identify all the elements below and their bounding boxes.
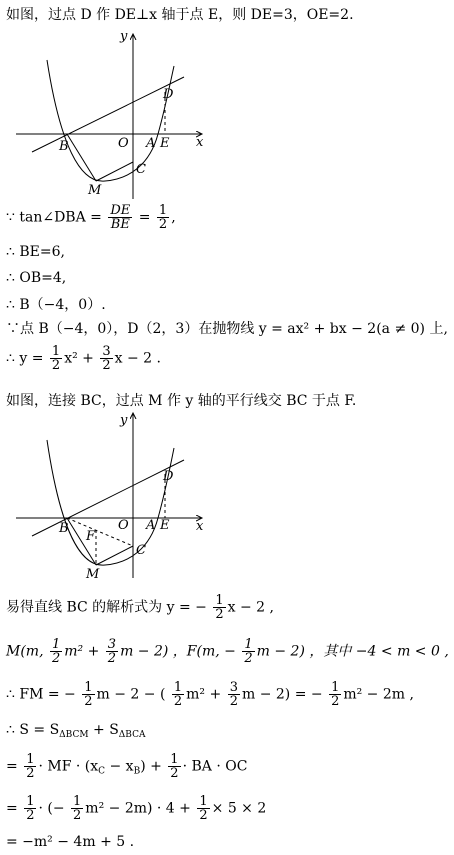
- figure-1: [0, 24, 454, 232]
- label-m: M: [88, 183, 102, 198]
- points-on-line: ∵点 B（−4，0），D（2，3）在抛物线 y = ax² + bx − 2(a ≠ 0) 上,: [6, 321, 448, 337]
- intro-line: 如图，过点 D 作 DE⊥x 轴于点 E，则 DE=3，OE=2.: [6, 7, 354, 23]
- label-o-2: O: [118, 518, 129, 533]
- parabola-2: [47, 440, 174, 565]
- label-x-2: x: [196, 519, 204, 534]
- ob-line: ∴ OB=4,: [6, 270, 67, 286]
- label-a: A: [146, 136, 156, 151]
- mf-coords-line: M(m, $\frac{1}{2}$ m² + $\frac{3}{2}$ m − 2) ，F(m, − $\frac{1}{2}$ m − 2) ，其中 −4 < m < 0 ,: [6, 637, 449, 666]
- connect-line: 如图，连接 BC，过点 M 作 y 轴的平行线交 BC 于点 F.: [6, 393, 357, 409]
- area-step-2: = $\frac{1}{2}$ · (− $\frac{1}{2}$ m² − 2m) · 4 + $\frac{1}{2}$ × 5 × 2: [6, 794, 267, 823]
- label-y: y: [120, 29, 128, 44]
- area-line: ∴ $S = S_{\Delta BCM} + S_{\Delta BCA}$: [6, 722, 146, 740]
- label-b-2: B: [59, 521, 69, 536]
- label-x: x: [196, 135, 204, 150]
- label-c-2: C: [136, 543, 146, 558]
- area-result: = −m² − 4m + 5 .: [6, 834, 135, 850]
- area-step-1: = $\frac{1}{2}$ · MF · $(x_C - x_B)$ + $\frac{1}{2}$ · BA · OC: [6, 752, 248, 781]
- b-point-line: ∴ B（−4，0）.: [6, 297, 106, 313]
- bc-eq-line: 易得直线 BC 的解析式为 y = − $\frac{1}{2}$ x − 2 ,: [6, 593, 274, 622]
- label-m-2: M: [86, 567, 100, 582]
- label-o: O: [118, 136, 129, 151]
- parabola: [47, 60, 174, 181]
- label-a-2: A: [146, 518, 156, 533]
- label-e: E: [160, 136, 170, 151]
- segment-mc-2: [96, 546, 133, 565]
- label-d: D: [163, 87, 174, 102]
- label-b: B: [59, 139, 69, 154]
- segment-bm: [67, 134, 96, 181]
- label-f-2: F: [86, 529, 96, 544]
- label-y-2: y: [120, 413, 128, 428]
- segment-mc: [96, 162, 133, 181]
- figure-2: [0, 408, 454, 588]
- tan-line: ∵ tan∠DBA = $\frac{DE}{BE}$ = $\frac{1}{2}$ ,: [6, 203, 176, 232]
- parabola-eq-line: ∴ y = $\frac{1}{2}$ x² + $\frac{3}{2}$ x − 2 .: [6, 344, 161, 373]
- be-line: ∴ BE=6,: [6, 244, 65, 260]
- label-d-2: D: [163, 469, 174, 484]
- label-c: C: [136, 162, 146, 177]
- label-e-2: E: [160, 518, 170, 533]
- fm-line: ∴ FM = − $\frac{1}{2}$ m − 2 − ( $\frac{1}{2}$ m² + $\frac{3}{2}$ m − 2) = − $\frac{1}{2}$ m² − 2m ,: [6, 680, 414, 709]
